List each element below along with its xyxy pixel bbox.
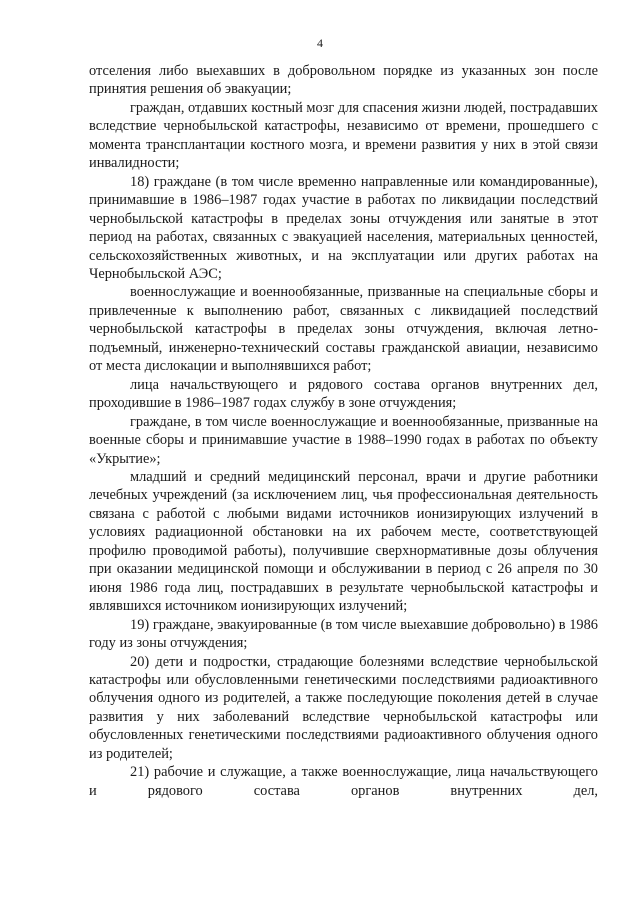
paragraph-item-20: 20) дети и подростки, страдающие болезнями вследствие чернобыльской катастрофы или обусловленными генетическими последствиями радиоактивного облучения одного из родителей, а также последующие поколения детей в случае развития у них заболеваний вследствие чернобыльской катастрофы или обусловленных генетическими последствиями радиоактивного облучения одного из родителей; (89, 653, 598, 762)
paragraph-medical-personnel: младший и средний медицинский персонал, врачи и другие работники лечебных учреждений (за исключением лиц, чья профессиональная деятельность связана с работой с любыми видами источников ионизирующих излучений в условиях радиационной обстановки на их рабочем месте, соответствующей профилю проводимой работы), получившие сверхнормативные дозы облучения при оказании медицинской помощи и обслуживании в период с 26 апреля по 30 июня 1986 года лиц, пострадавших в результате чернобыльской катастрофы и являвшихся источником ионизирующих излучений; (89, 468, 598, 615)
paragraph-bone-marrow-donors: граждан, отдавших костный мозг для спасения жизни людей, пострадавших вследствие чернобыльской катастрофы, независимо от времени, прошедшего с момента трансплантации костного мозга, и времени развития у них в этой связи инвалидности; (89, 99, 598, 172)
paragraph-internal-affairs: лица начальствующего и рядового состава органов внутренних дел, проходившие в 1986–1987 годах службу в зоне отчуждения; (89, 376, 598, 412)
paragraph-military-reservists: военнослужащие и военнообязанные, призванные на специальные сборы и привлеченные к выполнению работ, связанных с ликвидацией последствий чернобыльской катастрофы в пределах зоны отчуждения, включая летно-подъемный, инженерно-технический составы гражданской авиации, независимо от места дислокации и выполнявшихся работ; (89, 284, 598, 375)
paragraph-item-19: 19) граждане, эвакуированные (в том числе выехавшие добровольно) в 1986 году из зоны отчуждения; (89, 616, 598, 652)
paragraph-evacuation-continuation: отселения либо выехавших в добровольном порядке из указанных зон после принятия решения об эвакуации; (89, 63, 598, 98)
paragraph-item-18: 18) граждане (в том числе временно направленные или командированные), принимавшие в 1986–1987 годах участие в работах по ликвидации последствий чернобыльской катастрофы в пределах зоны отчуждения или занятые в этот период на работах, связанных с эвакуацией населения, материальных ценностей, сельскохозяйственных животных, и на эксплуатации или других работах на Чернобыльской АЭС; (89, 173, 598, 282)
page-number: 4 (317, 36, 323, 50)
document-body (89, 62, 598, 800)
paragraph-ukrytie-object: граждане, в том числе военнослужащие и военнообязанные, призванные на военные сборы и принимавшие участие в 1988–1990 годах в работах по объекту «Укрытие»; (89, 413, 598, 467)
paragraph-item-21: 21) рабочие и служащие, а также военнослужащие, лица начальствующего и рядового состава органов внутренних дел, (89, 764, 598, 799)
